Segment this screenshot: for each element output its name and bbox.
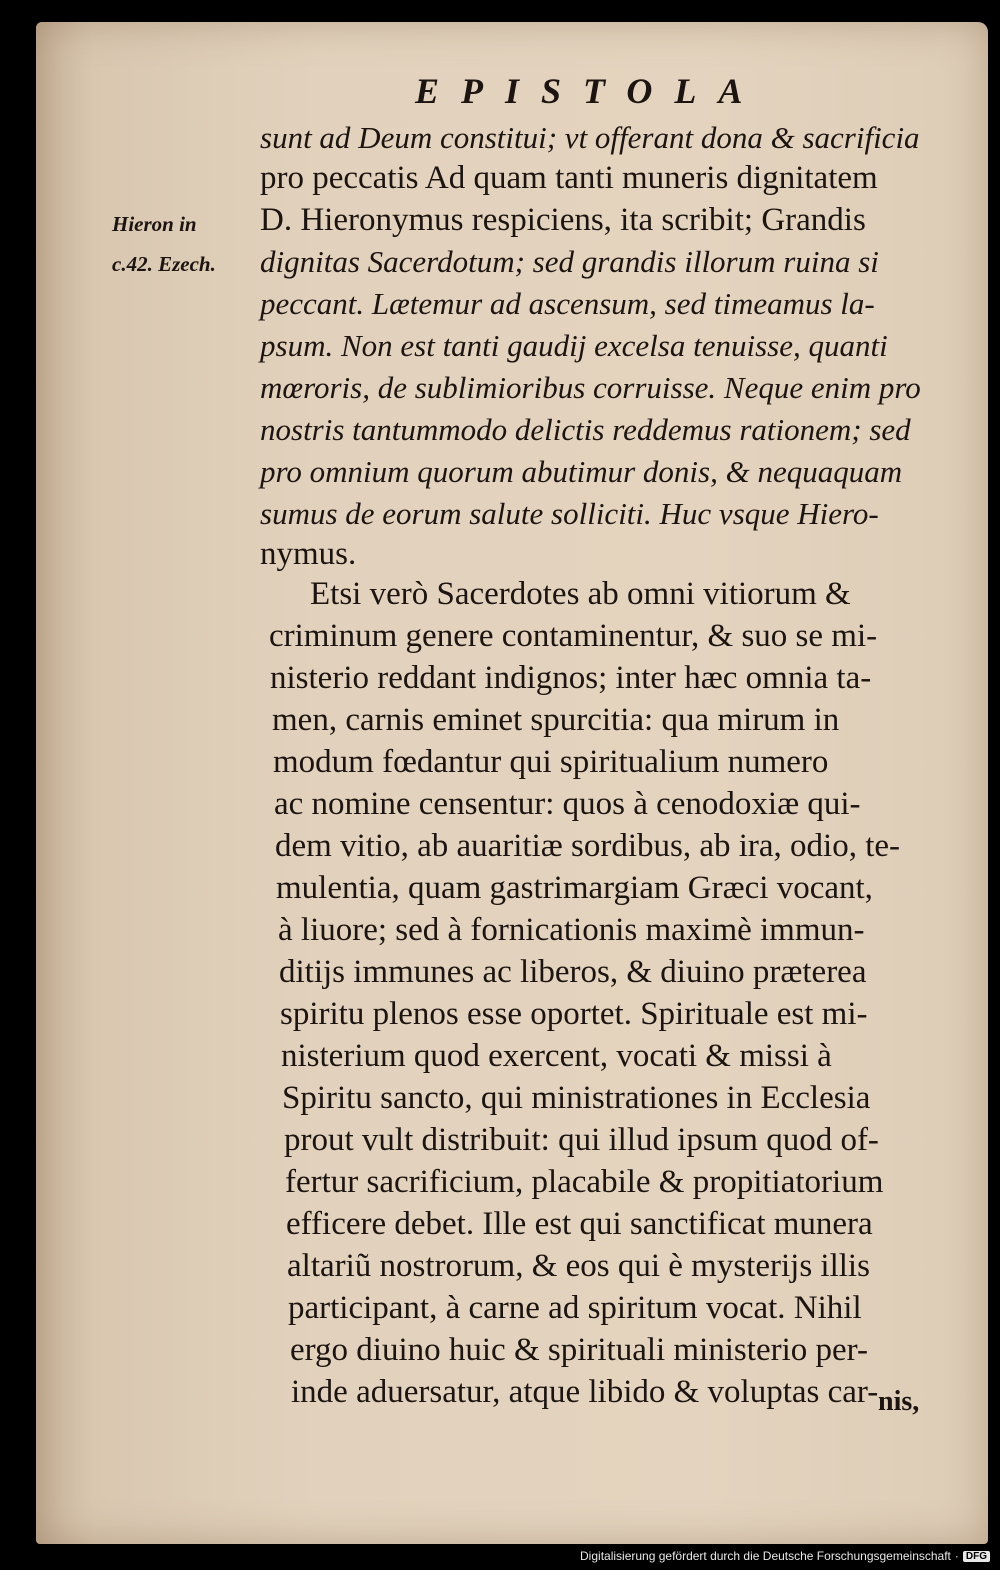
text-line: Spiritu sancto, qui ministrationes in Ecclesia [282, 1080, 871, 1116]
margin-note-1: Hieron in [112, 212, 197, 236]
running-header: EPISTOLA [415, 71, 765, 111]
text-line: ditijs immunes ac liberos, & diuino præterea [279, 954, 867, 990]
dfg-logo-icon: DFG [963, 1551, 990, 1562]
text-line: inde aduersatur, atque libido & voluptas car- [291, 1374, 879, 1410]
text-line: men, carnis eminet spurcitia: qua mirum in [272, 702, 840, 738]
text-line: spiritu plenos esse oportet. Spirituale est mi- [280, 996, 868, 1032]
text-line: fertur sacrificium, placabile & propitiatorium [285, 1164, 884, 1200]
text-line: efficere debet. Ille est qui sanctificat munera [286, 1206, 873, 1242]
text-line: nisterium quod exercent, vocati & missi à [281, 1038, 832, 1074]
text-line: ac nomine censentur: quos à cenodoxiæ qui- [274, 786, 861, 822]
text-line: à liuore; sed à fornicationis maximè immun- [278, 912, 865, 948]
catchword: nis, [878, 1386, 920, 1417]
text-line: sunt ad Deum constitui; vt offerant dona & sacrificia [260, 120, 920, 155]
text-line: D. Hieronymus respiciens, ita scribit; Grandis [260, 202, 866, 238]
text-line: pro peccatis Ad quam tanti muneris dignitatem [260, 160, 878, 196]
text-line: criminum genere contaminentur, & suo se mi- [269, 618, 878, 654]
text-line: nostris tantummodo delictis reddemus rationem; sed [260, 412, 911, 447]
text-line: participant, à carne ad spiritum vocat. Nihil [288, 1290, 862, 1326]
text-line: peccant. Lætemur ad ascensum, sed timeamus la- [260, 286, 875, 321]
text-line: mulentia, quam gastrimargiam Græci vocant, [276, 870, 873, 906]
text-line: nisterio reddant indignos; inter hæc omnia ta- [270, 660, 872, 696]
text-line: altariũ nostrorum, & eos qui è mysterijs illis [287, 1248, 870, 1284]
footer-text: Digitalisierung gefördert durch die Deutsche Forschungsgemeinschaft [580, 1549, 951, 1563]
text-line: dem vitio, ab auaritiæ sordibus, ab ira, odio, te- [275, 828, 901, 864]
text-line: ergo diuino huic & spirituali ministerio per- [290, 1332, 868, 1368]
text-line: sumus de eorum salute solliciti. Huc vsque Hiero- [260, 496, 879, 531]
text-line: nymus. [260, 536, 357, 572]
text-line: psum. Non est tanti gaudij excelsa tenuisse, quanti [260, 328, 888, 363]
footer: Digitalisierung gefördert durch die Deutsche Forschungsgemeinschaft · DFG [580, 1549, 990, 1563]
text-line: pro omnium quorum abutimur donis, & nequaquam [260, 454, 903, 489]
text-line: dignitas Sacerdotum; sed grandis illorum ruina si [260, 244, 879, 279]
text-line: mœroris, de sublimioribus corruisse. Neque enim pro [260, 370, 921, 405]
text-line: modum fœdantur qui spiritualium numero [273, 744, 829, 780]
text-line: prout vult distribuit: qui illud ipsum quod of- [284, 1122, 879, 1158]
margin-note-2: c.42. Ezech. [112, 252, 216, 276]
text-line: Etsi verò Sacerdotes ab omni vitiorum & [310, 576, 851, 612]
